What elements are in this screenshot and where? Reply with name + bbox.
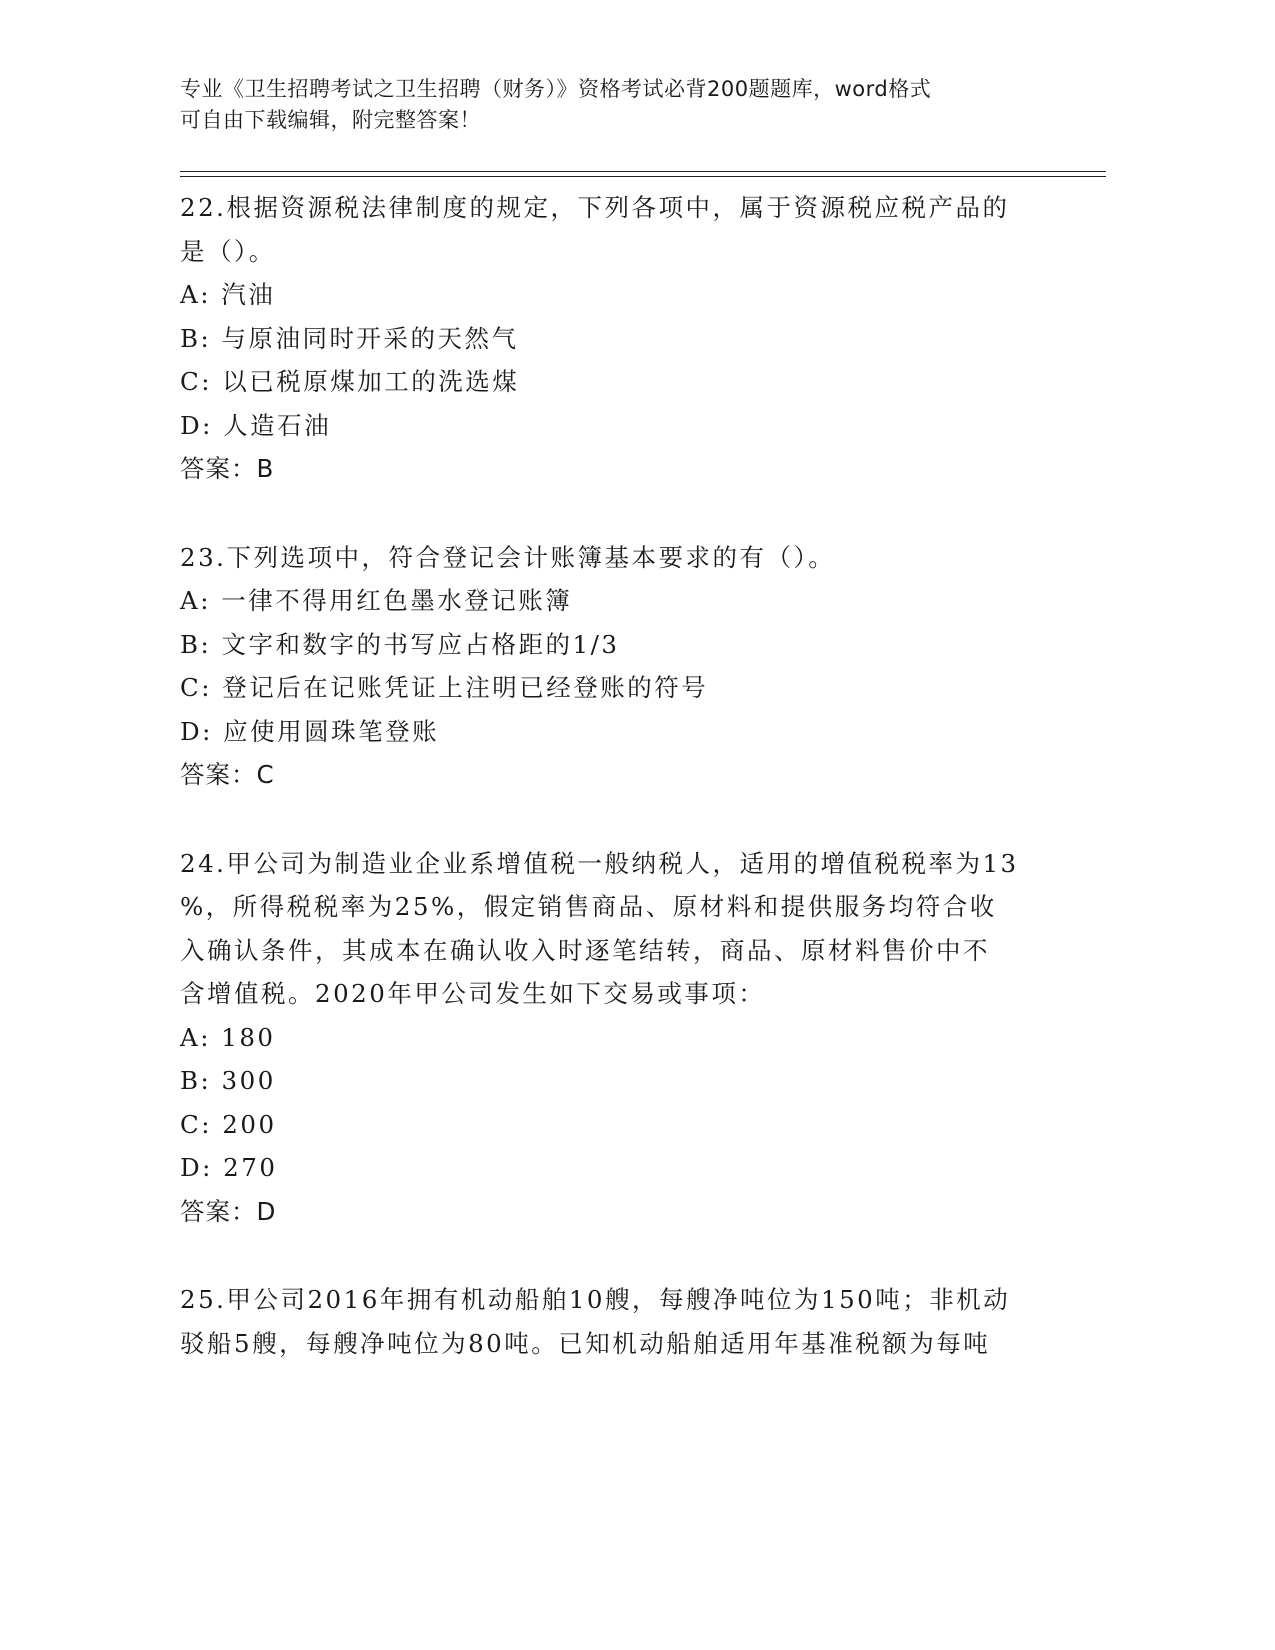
question-text-line: 入确认条件，其成本在确认收入时逐笔结转，商品、原材料售价中不	[180, 935, 990, 965]
header-line-1: 专业《卫生招聘考试之卫生招聘（财务）》资格考试必背200题题库，word格式	[180, 77, 932, 101]
option-d: D: 270	[180, 1153, 278, 1182]
option-b: B: 与原油同时开采的天然气	[180, 323, 519, 353]
option-c: C: 登记后在记账凭证上注明已经登账的符号	[180, 673, 709, 702]
option-a: A: 180	[180, 1022, 276, 1052]
document-header	[180, 74, 1040, 136]
option-a: A: 汽油	[180, 280, 276, 309]
option-d: D: 应使用圆珠笔登账	[180, 716, 440, 746]
answer: 答案：C	[180, 760, 275, 789]
question-text-line: %，所得税税率为25%，假定销售商品、原材料和提供服务均符合收	[180, 892, 997, 921]
question-text-line: 23.下列选项中，符合登记会计账簿基本要求的有（）。	[180, 542, 836, 572]
answer: 答案：B	[180, 454, 275, 483]
question-text-line: 22.根据资源税法律制度的规定，下列各项中，属于资源税应税产品的	[180, 193, 1010, 222]
option-a: A: 一律不得用红色墨水登记账簿	[180, 586, 573, 615]
question-24	[180, 842, 1040, 1234]
answer: 答案：D	[180, 1196, 277, 1226]
question-25	[180, 1278, 1040, 1365]
question-text-line: 驳船5艘，每艘净吨位为80吨。已知机动船舶适用年基准税额为每吨	[180, 1328, 991, 1358]
header-rule-bottom	[180, 176, 1106, 177]
header-rule-top	[180, 171, 1106, 172]
option-b: B: 文字和数字的书写应占格距的1/3	[180, 629, 620, 659]
question-22	[180, 186, 1040, 491]
option-c: C: 200	[180, 1109, 277, 1139]
option-c: C: 以已税原煤加工的洗选煤	[180, 367, 520, 396]
option-d: D: 人造石油	[180, 410, 332, 440]
question-text-line: 含增值税。2020年甲公司发生如下交易或事项：	[180, 979, 766, 1008]
question-list	[180, 186, 1040, 1365]
option-b: B: 300	[180, 1066, 276, 1095]
header-line-2: 可自由下载编辑，附完整答案！	[180, 108, 481, 132]
question-text-line: 25.甲公司2016年拥有机动船舶10艘，每艘净吨位为150吨；非机动	[180, 1285, 1011, 1314]
question-text-line: 24.甲公司为制造业企业系增值税一般纳税人，适用的增值税税率为13	[180, 848, 1019, 878]
question-23	[180, 536, 1040, 797]
question-text-line: 是（）。	[180, 236, 276, 266]
